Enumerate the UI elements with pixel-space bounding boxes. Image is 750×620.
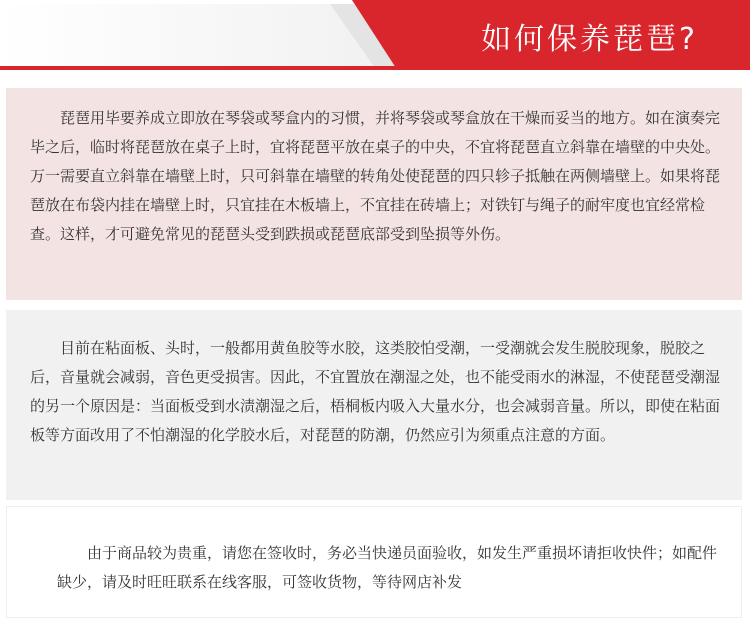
delivery-notice (6, 506, 742, 618)
header-red-underline (0, 66, 750, 70)
care-section-storage (6, 88, 742, 300)
moisture-paragraph: 目前在粘面板、头时，一般都用黄鱼胶等水胶，这类胶怕受潮，一受潮就会发生脱胶现象，脱胶之后，音量就会减弱，音色更受损害。因此，不宜置放在潮湿之处，也不能受雨水的淋湿，不使琵琶受潮湿的另一个原因是：当面板受到水渍潮湿之后，梧桐板内吸入大量水分，也会减弱音量。所以，即使在粘面板等方面改用了不怕潮湿的化学胶水后，对琵琶的防潮，仍然应引为须重点注意的方面。 (30, 339, 721, 444)
header-banner (0, 0, 750, 70)
page-title: 如何保养琵琶? (481, 22, 698, 57)
care-section-moisture (6, 310, 742, 500)
delivery-paragraph: 由于商品较为贵重，请您在签收时，务必当快递员面验收，如发生严重损坏请拒收快件；如配件缺少，请及时旺旺联系在线客服，可签收货物，等待网店补发 (57, 544, 718, 591)
storage-paragraph: 琵琶用毕要养成立即放在琴袋或琴盒内的习惯，并将琴袋或琴盒放在干燥而妥当的地方。如在演奏完毕之后，临时将琵琶放在桌子上时，宜将琵琶平放在桌子的中央，不宜将琵琶直立斜靠在墙壁的中央处。万一需要直立斜靠在墙壁上时，只可斜靠在墙壁的转角处使琵琶的四只轸子抵触在两侧墙壁上。如果将琵琶放在布袋内挂在墙壁上时，只宜挂在木板墙上，不宜挂在砖墙上；对铁钉与绳子的耐牢度也宜经常检查。这样，才可避免常见的琵琶头受到跌损或琵琶底部受到坠损等外伤。 (30, 109, 721, 243)
